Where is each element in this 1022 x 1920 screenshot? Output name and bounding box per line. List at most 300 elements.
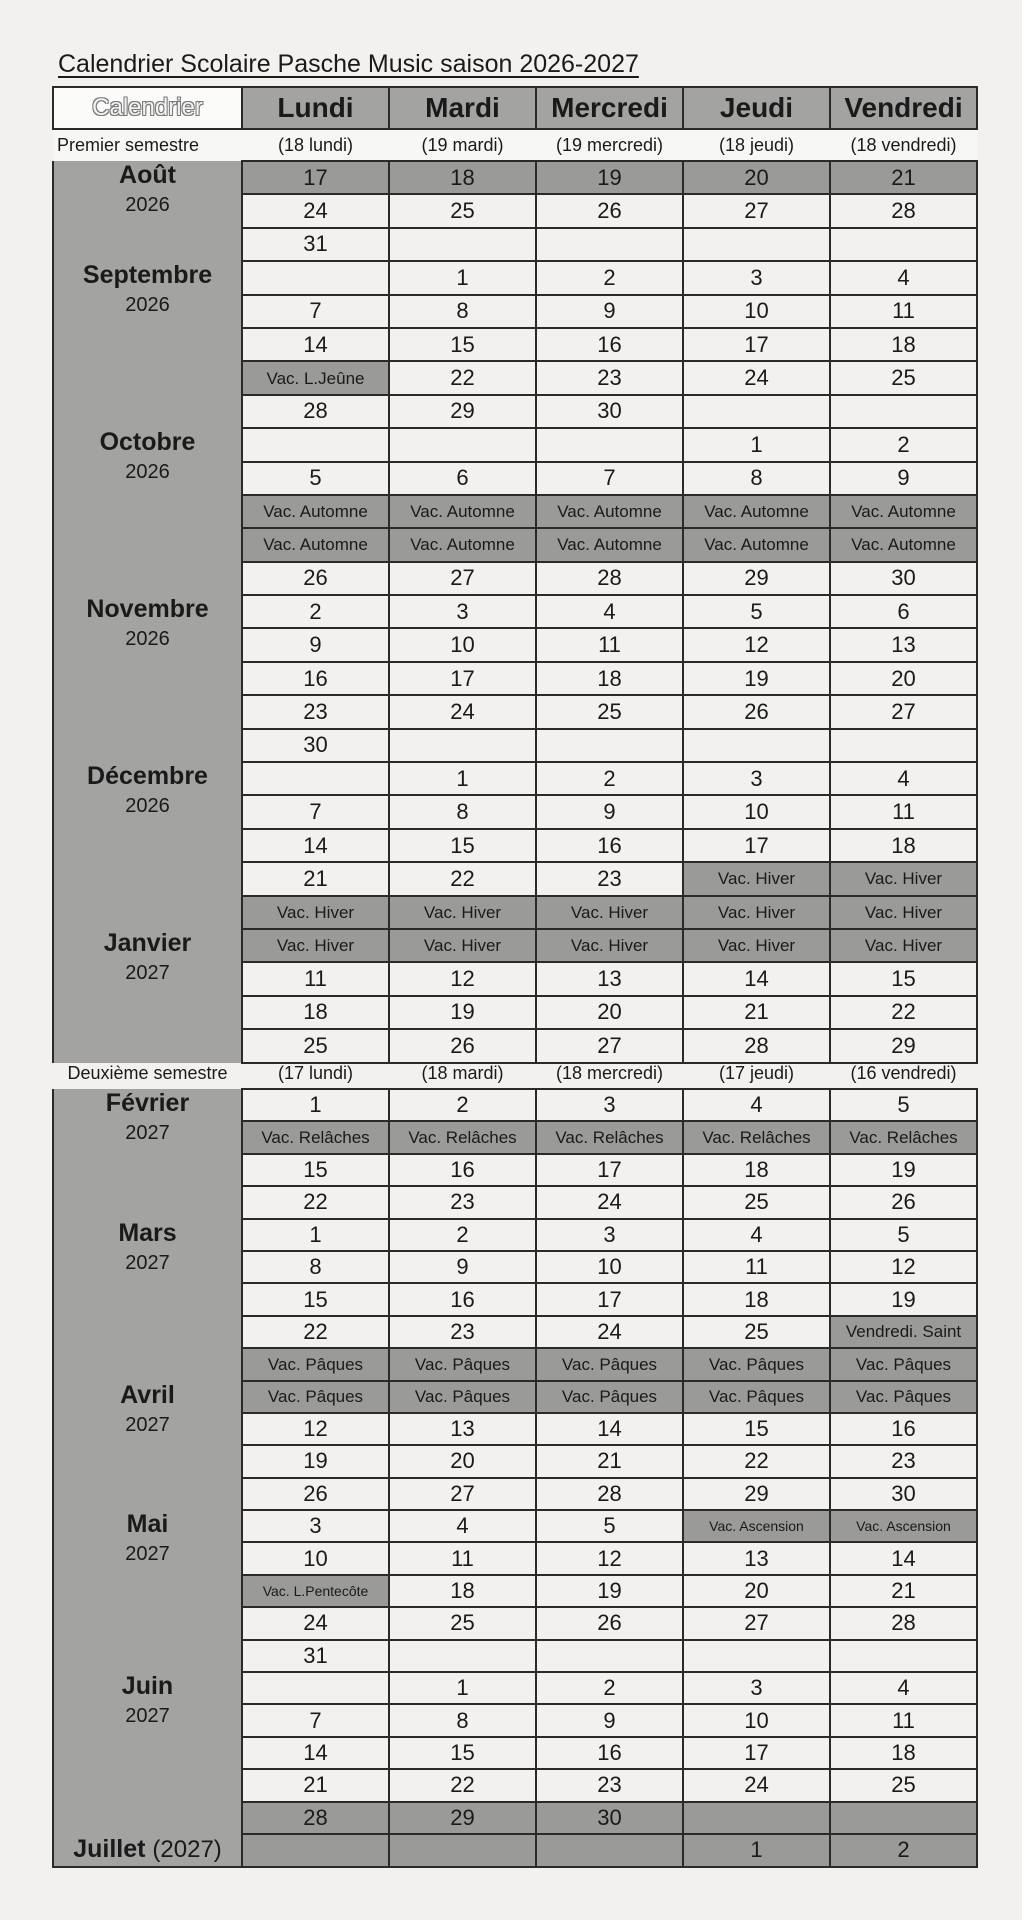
day-cell: 5: [536, 1510, 683, 1542]
day-cell: 12: [389, 962, 536, 995]
vacation-cell: Vac. L.Jeûne: [242, 361, 389, 394]
day-cell: 19: [536, 1575, 683, 1607]
day-cell: 3: [389, 595, 536, 628]
day-cell: 19: [389, 996, 536, 1029]
day-cell: 11: [683, 1251, 830, 1283]
day-cell: 25: [683, 1186, 830, 1218]
week-row: [53, 1672, 977, 1704]
vacation-cell: Vac. Hiver: [683, 929, 830, 962]
day-cell: 1: [242, 1089, 389, 1121]
vacation-cell: Vac. Relâches: [389, 1121, 536, 1153]
calendar-table-first-semester: [52, 86, 978, 1064]
day-cell: 1: [683, 1834, 830, 1867]
day-cell: 13: [389, 1413, 536, 1445]
month-label: [53, 1381, 242, 1511]
day-cell: [536, 1834, 683, 1867]
day-cell: 10: [389, 628, 536, 661]
day-cell: 27: [536, 1029, 683, 1062]
day-cell: [389, 428, 536, 461]
day-cell: 22: [830, 996, 977, 1029]
day-cell: 8: [389, 295, 536, 328]
vacation-cell: Vac. Pâques: [389, 1348, 536, 1380]
day-cell: 21: [683, 996, 830, 1029]
day-cell: 17: [683, 1737, 830, 1769]
day-cell: 9: [242, 628, 389, 661]
day-cell: 23: [242, 695, 389, 728]
day-cell: 24: [389, 695, 536, 728]
day-cell: 4: [830, 261, 977, 294]
week-row: [53, 161, 977, 194]
month-label: [53, 1219, 242, 1381]
day-cell: [242, 1834, 389, 1867]
day-cell: 25: [242, 1029, 389, 1062]
semester-count: (19 mercredi): [536, 129, 683, 161]
semester-count: (19 mardi): [389, 129, 536, 161]
day-cell: 2: [389, 1089, 536, 1121]
months-first-semester: [53, 161, 977, 1063]
vacation-cell: Vac. Pâques: [683, 1381, 830, 1413]
week-row: [53, 1381, 977, 1413]
week-row: [53, 762, 977, 795]
day-cell: 7: [242, 795, 389, 828]
vacation-cell: Vac. Ascension: [830, 1510, 977, 1542]
week-row: [53, 428, 977, 461]
day-cell: 23: [536, 1769, 683, 1801]
month-name: Août: [119, 161, 176, 189]
day-cell: 21: [242, 862, 389, 895]
day-cell: 3: [242, 1510, 389, 1542]
vacation-cell: Vac. Hiver: [830, 862, 977, 895]
day-cell: 24: [536, 1316, 683, 1348]
month-label: [53, 1672, 242, 1834]
day-cell: 29: [389, 1802, 536, 1834]
day-cell: [536, 729, 683, 762]
day-cell: 2: [242, 595, 389, 628]
semester-count: (18 jeudi): [683, 129, 830, 161]
day-cell: [389, 1640, 536, 1672]
day-cell: 1: [389, 261, 536, 294]
day-cell: 28: [242, 1802, 389, 1834]
week-row: [53, 595, 977, 628]
day-cell: 11: [830, 1704, 977, 1736]
day-cell: 25: [536, 695, 683, 728]
day-cell: [830, 1802, 977, 1834]
day-cell: 21: [830, 1575, 977, 1607]
month-label: [53, 595, 242, 762]
vacation-cell: Vac. Pâques: [242, 1348, 389, 1380]
day-cell: 18: [830, 829, 977, 862]
day-cell: [536, 1640, 683, 1672]
day-cell: 14: [242, 328, 389, 361]
day-cell: 16: [389, 1283, 536, 1315]
day-cell: 2: [536, 261, 683, 294]
day-cell: 24: [536, 1186, 683, 1218]
day-cell: 23: [536, 361, 683, 394]
day-cell: 30: [242, 729, 389, 762]
month-year: 2027: [125, 1543, 170, 1566]
week-row: [53, 1510, 977, 1542]
month-row-juillet: [53, 1834, 977, 1867]
day-cell: 23: [536, 862, 683, 895]
day-cell: 29: [389, 395, 536, 428]
day-cell: 11: [242, 962, 389, 995]
vacation-cell: Vac. Pâques: [389, 1381, 536, 1413]
day-cell: 5: [683, 595, 830, 628]
vacation-cell: Vac. Hiver: [830, 929, 977, 962]
day-cell: 25: [830, 361, 977, 394]
day-cell: 8: [242, 1251, 389, 1283]
semester-label: Premier semestre: [53, 129, 242, 161]
day-cell: 3: [683, 261, 830, 294]
day-cell: 18: [389, 161, 536, 194]
vacation-cell: Vac. Hiver: [683, 896, 830, 929]
day-cell: 24: [242, 194, 389, 227]
day-cell: [389, 228, 536, 261]
day-cell: 8: [389, 1704, 536, 1736]
day-cell: 20: [389, 1445, 536, 1477]
day-cell: 18: [683, 1283, 830, 1315]
vacation-cell: Vac. Relâches: [242, 1121, 389, 1153]
calendar-logo: Calendrier: [53, 87, 242, 129]
day-cell: 15: [389, 328, 536, 361]
vacation-cell: Vac. Pâques: [242, 1381, 389, 1413]
semester-count: (18 mercredi): [555, 1062, 664, 1083]
months-second-semester: [53, 1089, 977, 1834]
day-cell: 13: [830, 628, 977, 661]
day-cell: [242, 428, 389, 461]
vacation-cell: Vac. Pâques: [683, 1348, 830, 1380]
vacation-cell: Vac. Hiver: [242, 896, 389, 929]
day-cell: 23: [389, 1316, 536, 1348]
day-cell: 10: [683, 1704, 830, 1736]
header-day-lundi: Lundi: [242, 87, 389, 129]
vacation-cell: Vac. Hiver: [389, 896, 536, 929]
day-cell: [683, 729, 830, 762]
semester-count: (17 lundi): [277, 1062, 354, 1083]
week-row: [53, 929, 977, 962]
month-name: Avril: [120, 1380, 175, 1409]
day-cell: 15: [242, 1283, 389, 1315]
day-cell: 22: [242, 1316, 389, 1348]
day-cell: [830, 228, 977, 261]
day-cell: 10: [536, 1251, 683, 1283]
day-cell: 19: [536, 161, 683, 194]
day-cell: 19: [830, 1283, 977, 1315]
day-cell: 2: [830, 1834, 977, 1867]
week-row: [53, 1089, 977, 1121]
vacation-cell: Vac. Automne: [830, 495, 977, 528]
day-cell: 13: [536, 962, 683, 995]
header-day-vendredi: Vendredi: [830, 87, 977, 129]
day-cell: 10: [683, 795, 830, 828]
day-cell: 3: [536, 1219, 683, 1251]
day-cell: 28: [830, 1607, 977, 1639]
day-cell: 10: [242, 1542, 389, 1574]
day-cell: 24: [242, 1607, 389, 1639]
day-cell: 7: [242, 1704, 389, 1736]
vacation-cell: Vac. Hiver: [683, 862, 830, 895]
day-cell: 12: [830, 1251, 977, 1283]
vacation-cell: Vac. Relâches: [830, 1121, 977, 1153]
month-name: Novembre: [86, 595, 209, 624]
vacation-cell: Vac. Automne: [536, 528, 683, 561]
day-cell: [683, 1802, 830, 1834]
day-cell: 29: [683, 562, 830, 595]
day-cell: 26: [536, 194, 683, 227]
month-year: (2027): [152, 1836, 222, 1864]
month-name: Juillet: [73, 1835, 146, 1864]
day-cell: 26: [242, 562, 389, 595]
semester-label: Deuxième semestre: [67, 1063, 228, 1083]
day-cell: 14: [830, 1542, 977, 1574]
header-day-mercredi: Mercredi: [536, 87, 683, 129]
month-label: [53, 929, 242, 1063]
day-cell: 22: [389, 361, 536, 394]
day-cell: 5: [830, 1089, 977, 1121]
day-cell: 16: [536, 328, 683, 361]
day-cell: [683, 395, 830, 428]
day-cell: 28: [683, 1029, 830, 1062]
day-cell: 16: [389, 1154, 536, 1186]
vacation-cell: Vac. Relâches: [683, 1121, 830, 1153]
vacation-cell: Vac. Relâches: [536, 1121, 683, 1153]
day-cell: 29: [683, 1478, 830, 1510]
day-cell: 12: [536, 1542, 683, 1574]
day-cell: 20: [683, 1575, 830, 1607]
day-cell: [389, 1834, 536, 1867]
day-cell: 27: [683, 1607, 830, 1639]
day-cell: 15: [389, 829, 536, 862]
day-cell: 22: [242, 1186, 389, 1218]
vacation-cell: Vac. Automne: [389, 495, 536, 528]
vacation-cell: Vendredi. Saint: [830, 1316, 977, 1348]
day-cell: 4: [683, 1219, 830, 1251]
day-cell: 23: [389, 1186, 536, 1218]
vacation-cell: Vac. Automne: [683, 495, 830, 528]
day-cell: 5: [242, 462, 389, 495]
header-row: [53, 87, 977, 129]
day-cell: 23: [830, 1445, 977, 1477]
day-cell: [683, 228, 830, 261]
semester-count: (18 lundi): [242, 129, 389, 161]
day-cell: 29: [830, 1029, 977, 1062]
vacation-cell: Vac. Automne: [536, 495, 683, 528]
month-year: 2026: [125, 194, 170, 216]
day-cell: 28: [242, 395, 389, 428]
day-cell: 15: [830, 962, 977, 995]
day-cell: 17: [536, 1154, 683, 1186]
day-cell: [242, 762, 389, 795]
day-cell: 4: [683, 1089, 830, 1121]
month-year: 2027: [125, 961, 170, 984]
semester-count: (17 jeudi): [718, 1062, 795, 1083]
day-cell: 11: [536, 628, 683, 661]
day-cell: 22: [683, 1445, 830, 1477]
day-cell: [389, 729, 536, 762]
day-cell: 18: [830, 1737, 977, 1769]
day-cell: 25: [389, 194, 536, 227]
day-cell: 9: [389, 1251, 536, 1283]
day-cell: 12: [242, 1413, 389, 1445]
month-year: 2027: [125, 1705, 170, 1728]
day-cell: 1: [683, 428, 830, 461]
day-cell: 18: [389, 1575, 536, 1607]
vacation-cell: Vac. Hiver: [389, 929, 536, 962]
vacation-cell: Vac. Automne: [683, 528, 830, 561]
day-cell: 4: [830, 1672, 977, 1704]
day-cell: 8: [389, 795, 536, 828]
month-label: [53, 1510, 242, 1672]
day-cell: 6: [389, 462, 536, 495]
month-year: 2026: [125, 294, 170, 317]
month-label: [53, 1089, 242, 1219]
semester-row: [53, 1058, 977, 1089]
day-cell: 26: [242, 1478, 389, 1510]
day-cell: [242, 1672, 389, 1704]
day-cell: 20: [683, 161, 830, 194]
day-cell: 3: [536, 1089, 683, 1121]
day-cell: 19: [242, 1445, 389, 1477]
day-cell: 14: [683, 962, 830, 995]
day-cell: 9: [536, 1704, 683, 1736]
vacation-cell: Vac. Automne: [242, 495, 389, 528]
day-cell: 17: [683, 328, 830, 361]
vacation-cell: Vac. L.Pentecôte: [242, 1575, 389, 1607]
semester-count: (18 mardi): [421, 1062, 504, 1083]
day-cell: 18: [830, 328, 977, 361]
vacation-cell: Vac. Hiver: [242, 929, 389, 962]
month-label: [53, 261, 242, 428]
day-cell: 25: [389, 1607, 536, 1639]
day-cell: 18: [242, 996, 389, 1029]
header-day-mardi: Mardi: [389, 87, 536, 129]
day-cell: 19: [830, 1154, 977, 1186]
day-cell: 16: [830, 1413, 977, 1445]
month-label: [53, 161, 242, 261]
week-row: [53, 261, 977, 294]
vacation-cell: Vac. Automne: [389, 528, 536, 561]
day-cell: 27: [389, 1478, 536, 1510]
day-cell: 5: [830, 1219, 977, 1251]
month-name: Mai: [126, 1510, 169, 1539]
semester-row: [53, 129, 977, 161]
day-cell: 22: [389, 862, 536, 895]
vacation-cell: Vac. Pâques: [536, 1348, 683, 1380]
day-cell: 9: [830, 462, 977, 495]
day-cell: 15: [683, 1413, 830, 1445]
vacation-cell: Vac. Hiver: [536, 896, 683, 929]
day-cell: 9: [536, 295, 683, 328]
day-cell: 2: [389, 1219, 536, 1251]
vacation-cell: Vac. Pâques: [536, 1381, 683, 1413]
day-cell: 1: [242, 1219, 389, 1251]
day-cell: 26: [536, 1607, 683, 1639]
month-name: Octobre: [99, 428, 196, 457]
day-cell: 14: [242, 829, 389, 862]
day-cell: 21: [536, 1445, 683, 1477]
day-cell: 7: [242, 295, 389, 328]
month-name: Juin: [121, 1672, 174, 1701]
month-label: [53, 428, 242, 595]
month-name: Mars: [118, 1218, 177, 1247]
day-cell: 17: [683, 829, 830, 862]
month-year: 2026: [125, 628, 170, 651]
month-name: Décembre: [87, 762, 208, 791]
day-cell: 27: [389, 562, 536, 595]
day-cell: 30: [830, 1478, 977, 1510]
day-cell: 4: [830, 762, 977, 795]
vacation-cell: Vac. Ascension: [683, 1510, 830, 1542]
day-cell: 26: [389, 1029, 536, 1062]
day-cell: 4: [536, 595, 683, 628]
day-cell: 3: [683, 1672, 830, 1704]
day-cell: 11: [389, 1542, 536, 1574]
day-cell: 17: [242, 161, 389, 194]
day-cell: 16: [536, 1737, 683, 1769]
day-cell: 21: [242, 1769, 389, 1801]
day-cell: [536, 228, 683, 261]
semester-count: (16 vendredi): [850, 1062, 957, 1083]
day-cell: 6: [830, 595, 977, 628]
day-cell: 4: [389, 1510, 536, 1542]
day-cell: 14: [242, 1737, 389, 1769]
vacation-cell: Vac. Pâques: [830, 1348, 977, 1380]
vacation-cell: Vac. Hiver: [536, 929, 683, 962]
day-cell: 11: [830, 295, 977, 328]
day-cell: 19: [683, 662, 830, 695]
month-label: [53, 1834, 242, 1867]
day-cell: [242, 261, 389, 294]
month-year: 2026: [125, 795, 170, 818]
day-cell: 15: [242, 1154, 389, 1186]
day-cell: 30: [536, 395, 683, 428]
day-cell: 20: [830, 662, 977, 695]
day-cell: 8: [683, 462, 830, 495]
day-cell: 16: [242, 662, 389, 695]
month-year: 2027: [125, 1122, 170, 1144]
day-cell: 2: [536, 762, 683, 795]
vacation-cell: Vac. Automne: [830, 528, 977, 561]
day-cell: 31: [242, 228, 389, 261]
month-name: Septembre: [82, 261, 213, 290]
month-year: 2026: [125, 461, 170, 484]
semester-count: (18 vendredi): [830, 129, 977, 161]
day-cell: 1: [389, 762, 536, 795]
day-cell: 26: [830, 1186, 977, 1218]
day-cell: 17: [536, 1283, 683, 1315]
day-cell: 25: [683, 1316, 830, 1348]
month-label: [53, 762, 242, 929]
day-cell: 9: [536, 795, 683, 828]
day-cell: 25: [830, 1769, 977, 1801]
day-cell: 26: [683, 695, 830, 728]
vacation-cell: Vac. Pâques: [830, 1381, 977, 1413]
month-name: Février: [105, 1089, 190, 1117]
day-cell: 18: [683, 1154, 830, 1186]
day-cell: 10: [683, 295, 830, 328]
day-cell: 22: [389, 1769, 536, 1801]
day-cell: 13: [683, 1542, 830, 1574]
day-cell: 2: [830, 428, 977, 461]
day-cell: 21: [830, 161, 977, 194]
day-cell: 28: [536, 562, 683, 595]
month-name: Janvier: [103, 928, 192, 957]
day-cell: 7: [536, 462, 683, 495]
vacation-cell: Vac. Automne: [242, 528, 389, 561]
day-cell: 2: [536, 1672, 683, 1704]
month-year: 2027: [125, 1251, 170, 1274]
day-cell: 30: [536, 1802, 683, 1834]
